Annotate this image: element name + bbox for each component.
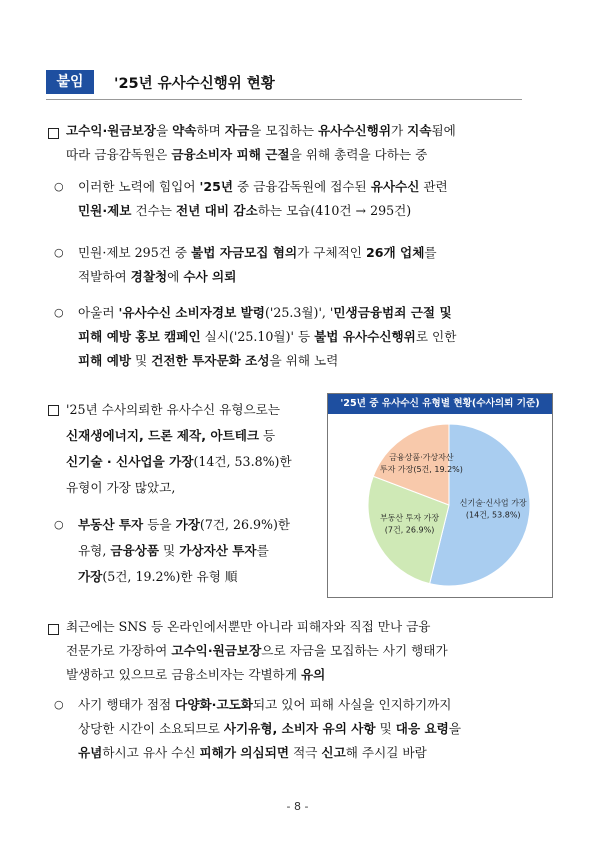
text-run: 가 구체적인: [297, 245, 366, 260]
bold-run: 고수익·원금보장: [66, 123, 156, 138]
text-run: 로 인한: [415, 329, 457, 344]
text-run: 을 모집하는: [249, 123, 318, 138]
bold-run: 유념: [78, 745, 103, 760]
pie-chart: [328, 415, 552, 598]
text-line: [66, 449, 292, 475]
text-line: [66, 397, 292, 423]
paragraph-3: [66, 615, 448, 687]
circle-bullet-icon: ○: [54, 518, 64, 531]
bold-run: '25년: [199, 179, 234, 194]
text-run: 을 위해 총력을 다하는 중: [289, 147, 428, 162]
bold-run: 자금: [224, 123, 250, 138]
text-line: [66, 119, 456, 143]
text-run: 이러한 노력에 힘입어: [78, 179, 200, 194]
bold-run: 수사 의뢰: [183, 269, 237, 284]
square-bullet-icon: [48, 128, 59, 139]
circle-bullet-icon: ○: [54, 180, 64, 193]
bold-run: 가장: [175, 517, 200, 532]
bold-run: 건전한 투자문화 조성: [151, 353, 270, 368]
text-run: 를: [256, 543, 269, 558]
bold-run: 신고: [321, 745, 346, 760]
text-run: 를: [424, 245, 437, 260]
bullet-item-2: [78, 241, 437, 289]
text-run: 따라 금융감독원은: [66, 147, 172, 162]
text-line: [66, 639, 448, 663]
bold-run: 부동산 투자: [78, 517, 144, 532]
bullet-item-1: [78, 175, 448, 223]
bold-run: 유사수신행위: [318, 123, 391, 138]
text-run: 민원·제보 295건 중: [78, 245, 192, 260]
paragraph-1: [66, 119, 456, 167]
text-run: 해 주시길 바람: [345, 745, 427, 760]
bold-run: 피해 예방 홍보 캠페인: [78, 329, 201, 344]
circle-bullet-icon: ○: [54, 246, 64, 259]
chart-title: '25년 중 유사수신 유형별 현황(수사의뢰 기준): [328, 394, 552, 414]
text-run: 중 금융감독원에 접수된: [233, 179, 371, 194]
text-line: [78, 349, 456, 373]
bold-run: 불법 유사수신행위: [314, 329, 416, 344]
text-line: [78, 199, 448, 223]
bullet-item-5: [78, 693, 461, 765]
slice-label: (7건, 26.9%): [384, 525, 435, 535]
slice-label: 투자 가장(5건, 19.2%): [379, 465, 463, 475]
circle-bullet-icon: ○: [54, 306, 64, 319]
bold-run: 지속: [407, 123, 432, 138]
text-run: (5건, 19.2%)한 유형 順: [102, 569, 238, 584]
text-run: ('25.3월)', ': [264, 305, 334, 320]
title-divider: [46, 99, 522, 100]
bold-run: '유사수신 소비자경보 발령: [118, 305, 265, 320]
slice-label: 금융상품·가상자산: [389, 453, 454, 463]
text-line: [66, 423, 292, 449]
text-run: (14건, 53.8%)한: [193, 454, 292, 469]
bold-run: 대응 요령: [395, 721, 449, 736]
bold-run: 고수익·원금보장: [171, 643, 262, 658]
bold-run: 신재생에너지, 드론 제작, 아트테크: [66, 428, 260, 443]
bullet-item-4: [78, 512, 290, 590]
bold-run: 피해 예방: [78, 353, 132, 368]
text-run: 관련: [419, 179, 448, 194]
text-line: [66, 143, 456, 167]
text-line: [78, 325, 456, 349]
text-run: 적발하여: [78, 269, 131, 284]
bold-run: 민생금융범죄 근절 및: [333, 305, 452, 320]
text-run: 건수는: [131, 203, 176, 218]
page-number: - 8 -: [286, 800, 309, 813]
text-line: [78, 538, 290, 564]
text-run: 실시('25.10월)' 등: [200, 329, 315, 344]
bold-run: 다양화·고도화: [175, 697, 253, 712]
slice-label: 부동산 투자 가장: [379, 513, 440, 523]
text-line: [78, 512, 290, 538]
text-run: 발생하고 있으므로 금융소비자는 각별하게: [66, 667, 301, 682]
text-run: 최근에는 SNS 등 온라인에서뿐만 아니라 피해자와 직접 만나 금융: [66, 619, 431, 634]
slice-label: (14건, 53.8%): [465, 510, 521, 520]
text-run: 및: [159, 543, 180, 558]
text-run: 유형,: [78, 543, 111, 558]
text-line: [66, 663, 448, 687]
bold-run: 가장: [78, 569, 103, 584]
text-run: 등: [259, 428, 276, 443]
bold-run: 26개 업체: [365, 245, 425, 260]
text-run: 가: [391, 123, 408, 138]
text-run: 에: [167, 269, 184, 284]
text-run: 상당한 시간이 소요되므로: [78, 721, 224, 736]
page-title: '25년 유사수신행위 현황: [114, 76, 275, 92]
text-run: 사기 행태가 점점: [78, 697, 176, 712]
text-run: 을 위해 노력: [269, 353, 339, 368]
text-run: 하시고 유사 수신: [102, 745, 200, 760]
bold-run: 금융상품: [110, 543, 160, 558]
text-run: 을: [448, 721, 462, 736]
text-line: [78, 693, 461, 717]
bold-run: 피해가 의심되면: [199, 745, 290, 760]
text-run: 하며: [196, 123, 225, 138]
text-line: [78, 717, 461, 741]
bold-run: 사기유형, 소비자 유의 사항: [223, 721, 376, 736]
text-run: 되고 있어 피해 사실을 인지하기까지: [252, 697, 452, 712]
text-line: [78, 241, 437, 265]
section-tag: 붙임: [46, 70, 94, 94]
text-run: 및: [131, 353, 152, 368]
slice-label: 신기술·신사업 가장: [459, 498, 527, 508]
text-line: [78, 564, 290, 590]
bold-run: 약속: [172, 123, 197, 138]
text-run: 하는 모습(410건 → 295건): [257, 203, 412, 218]
bold-run: 유사수신: [370, 179, 420, 194]
text-line: [66, 615, 448, 639]
square-bullet-icon: [48, 624, 59, 635]
bold-run: 금융소비자 피해 근절: [171, 147, 290, 162]
text-run: 등을: [143, 517, 176, 532]
text-run: 됨에: [431, 123, 456, 138]
bold-run: 불법 자금모집 혐의: [191, 245, 298, 260]
bold-run: 가상자산 투자: [179, 543, 257, 558]
text-run: 으로 자금을 모집하는 사기 행태가: [261, 643, 448, 658]
text-line: [78, 741, 461, 765]
text-run: 아울러: [78, 305, 119, 320]
paragraph-2: [66, 397, 292, 501]
text-line: [78, 265, 437, 289]
text-run: 전문가로 가장하여: [66, 643, 172, 658]
bold-run: 민원·제보: [78, 203, 132, 218]
circle-bullet-icon: ○: [54, 698, 64, 711]
text-run: 적극: [289, 745, 322, 760]
text-run: '25년 수사의뢰한 유사수신 유형으로는: [66, 402, 280, 417]
text-line: [78, 175, 448, 199]
text-run: 및: [375, 721, 396, 736]
bold-run: 전년 대비 감소: [175, 203, 258, 218]
bold-run: 유의: [301, 667, 326, 682]
text-line: [78, 301, 456, 325]
text-run: 유형이 가장 많았고,: [66, 480, 176, 495]
bold-run: 경찰청: [130, 269, 168, 284]
text-run: (7건, 26.9%)한: [199, 517, 291, 532]
pie-chart-panel: [327, 393, 553, 598]
text-run: 을: [155, 123, 173, 138]
bullet-item-3: [78, 301, 456, 373]
bold-run: 신기술 · 신사업을 가장: [66, 454, 194, 469]
square-bullet-icon: [48, 405, 59, 416]
text-line: [66, 475, 292, 501]
